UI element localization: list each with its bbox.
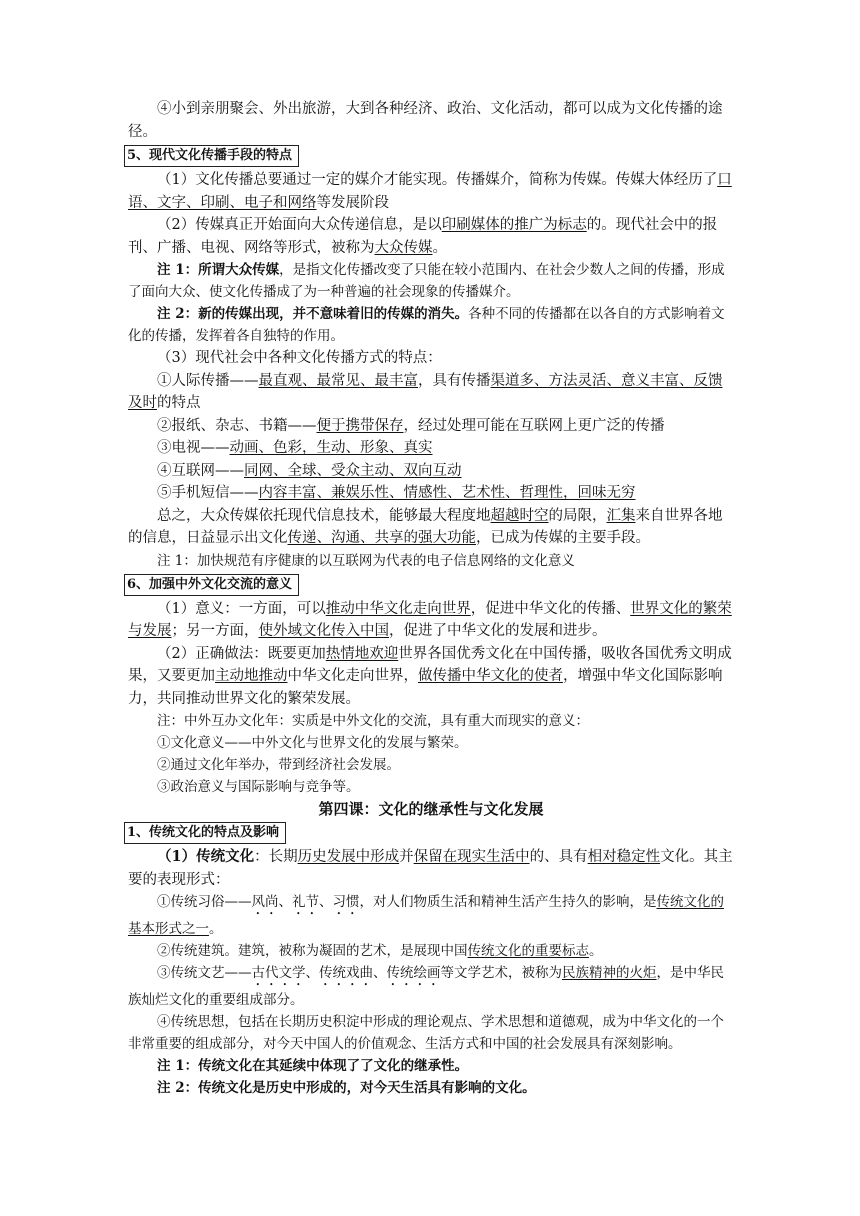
- note-mass-media: 注 1：所谓大众传媒，是指文化传播改变了只能在较小范围内、在社会少数人之间的传播，形成了面向大众、使文化传播成了为一种普遍的社会现象的传播媒介。: [128, 262, 725, 300]
- paragraph-transmission-channels: ④小到亲朋聚会、外出旅游，大到各种经济、政治、文化活动，都可以成为文化传播的途径。: [128, 101, 723, 140]
- section-heading-5: 5、现代文化传播手段的特点: [124, 145, 299, 167]
- note-culture-year-item-2: ②通过文化年举办，带到经济社会发展。: [157, 757, 400, 773]
- lesson-title: 第四课：文化的继承性与文化发展: [318, 800, 544, 818]
- paragraph-mass-media: （2）传媒真正开始面向大众传递信息，是以印刷媒体的推广为标志的。现代社会中的报刊、广播、电视、网络等形式，被称为大众传媒。: [128, 217, 718, 256]
- paragraph-correct-approach: （2）正确做法：既要更加热情地欢迎世界各国优秀文化在中国传播，吸收各国优秀文明成果，又要更加主动地推动中华文化走向世界，做传播中华文化的使者，增强中华文化国际影响力，共同推动世界文化的繁荣发展。: [128, 645, 732, 707]
- paragraph-summary: 总之，大众传媒依托现代信息技术，能够最大程度地超越时空的局限，汇集来自世界各地的信息，日益显示出文化传递、沟通、共享的强大功能，已成为传媒的主要手段。: [128, 507, 723, 546]
- note-culture-year-item-1: ①文化意义——中外文化与世界文化的发展与繁荣。: [157, 735, 468, 751]
- note-definition: 注 2：传统文化是历史中形成的，对今天生活具有影响的文化。: [157, 1080, 536, 1096]
- list-item-customs: ①传统习俗——风尚、礼节、习惯，对人们物质生活和精神生活产生持久的影响，是传统文化的基本形式之一。: [128, 894, 724, 937]
- paragraph-media-stages: （1）文化传播总要通过一定的媒介才能实现。传播媒介，简称为传媒。传媒大体经历了口语、文字、印刷、电子和网络等发展阶段: [128, 172, 732, 211]
- section-heading-6: 6、加强中外文化交流的意义: [124, 574, 299, 596]
- section-heading-1: 1、传统文化的特点及影响: [124, 822, 286, 844]
- list-item-print: ②报纸、杂志、书籍——便于携带保存，经过处理可能在互联网上更广泛的传播: [157, 417, 665, 434]
- note-internet: 注 1：加快规范有序健康的以互联网为代表的电子信息网络的文化意义: [157, 552, 575, 569]
- document-page: [128, 98, 734, 1099]
- list-item-architecture: ②传统建筑。建筑，被称为凝固的艺术，是展现中国传统文化的重要标志。: [157, 943, 603, 959]
- list-item-interpersonal: ①人际传播——最直观、最常见、最丰富，具有传播渠道多、方法灵活、意义丰富、反馈及时的特点: [128, 372, 723, 411]
- note-new-media: 注 2：新的传媒出现，并不意味着旧的传媒的消失。各种不同的传播都在以各自的方式影响着文化的传播，发挥着各自独特的作用。: [128, 306, 725, 344]
- list-item-internet: ④互联网——同网、全球、受众主动、双向互动: [157, 462, 462, 479]
- paragraph-traditional-culture: （1）传统文化：长期历史发展中形成并保留在现实生活中的、具有相对稳定性文化。其主要的表现形式：: [128, 848, 733, 888]
- note-culture-year: 注：中外互办文化年：实质是中外文化的交流，具有重大而现实的意义：: [157, 713, 589, 729]
- note-inheritance: 注 1：传统文化在其延续中体现了了文化的继承性。: [157, 1058, 469, 1074]
- paragraph-transmission-features: （3）现代社会中各种文化传播方式的特点：: [157, 350, 442, 366]
- list-item-tv: ③电视——动画、色彩，生动、形象、真实: [157, 440, 433, 456]
- paragraph-exchange-meaning: （1）意义：一方面，可以推动中华文化走向世界，促进中华文化的传播、世界文化的繁荣与发展；另一方面，使外域文化传入中国，促进了中华文化的发展和进步。: [128, 600, 732, 639]
- list-item-thought: ④传统思想，包括在长期历史积淀中形成的理论观点、学术思想和道德观，成为中华文化的一个非常重要的组成部分，对今天中国人的价值观念、生活方式和中国的社会发展具有深刻影响。: [128, 1014, 724, 1052]
- note-culture-year-item-3: ③政治意义与国际影响与竞争等。: [157, 779, 360, 795]
- list-item-sms: ⑤手机短信——内容丰富、兼娱乐性、情感性、艺术性、哲理性，回味无穷: [157, 485, 636, 501]
- list-item-arts: ③传统文艺——古代文学、传统戏曲、传统绘画等文学艺术，被称为民族精神的火炬，是中华民族灿烂文化的重要组成部分。: [128, 965, 724, 1008]
